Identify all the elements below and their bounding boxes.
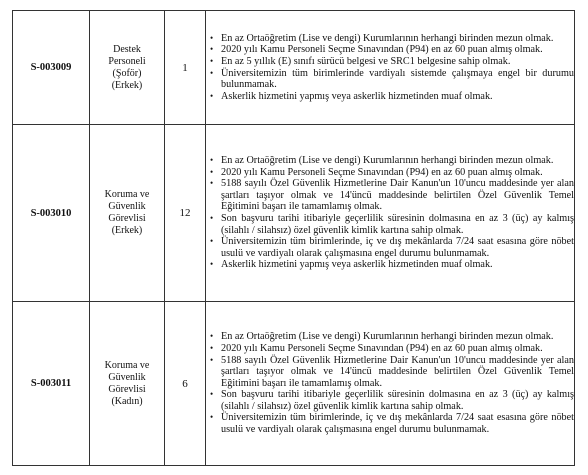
requirement-item (206, 355, 574, 390)
requirement-item (206, 56, 574, 68)
requirement-item (206, 178, 574, 213)
requirement-text: Son başvuru tarihi itibariyle geçerlilik süresinin dolmasına en az 3 (üç) ay kalmış (silahlı / silahsız) özel güvenlik kimlik kartına sahip olmak. (221, 389, 574, 412)
bullet-icon: • (210, 259, 214, 270)
requirement-item (206, 412, 574, 435)
table-row (13, 11, 575, 125)
requirement-item (206, 343, 574, 355)
position-title-line: Görevlisi (108, 383, 146, 395)
requirement-text: En az Ortaöğretim (Lise ve dengi) Kurumlarının herhangi birinden mezun olmak. (221, 331, 554, 343)
requirement-text: Son başvuru tarihi itibariyle geçerlilik süresinin dolmasına en az 3 (üç) ay kalmış (silahlı / silahsız) özel güvenlik kimlik kartına sahip olmak. (221, 213, 574, 236)
requirement-item (206, 167, 574, 179)
requirement-item (206, 259, 574, 271)
requirement-text: 5188 sayılı Özel Güvenlik Hizmetlerine Dair Kanun'un 10'uncu maddesinde yer alan şartları taşıyor olmak ve 14'üncü maddesinde belirtilen Özel Güvenlik Temel Eğitimini başarı ile tamamlamış olmak. (221, 354, 574, 389)
requirement-item (206, 236, 574, 259)
requirement-text: En az Ortaöğretim (Lise ve dengi) Kurumlarının herhangi birinden mezun olmak. (221, 32, 554, 44)
bullet-icon: • (210, 44, 214, 55)
bullet-icon: • (210, 90, 214, 101)
requirement-item (206, 68, 574, 91)
table-row (13, 125, 575, 302)
requirement-item (206, 44, 574, 56)
position-title-line: (Kadın) (111, 395, 143, 407)
position-count: 1 (165, 11, 206, 125)
requirements-list (206, 33, 574, 103)
bullet-icon: • (210, 213, 214, 223)
position-title (90, 125, 165, 302)
bullet-icon: • (210, 178, 214, 189)
requirements-cell (206, 11, 575, 125)
requirement-text: 2020 yılı Kamu Personeli Seçme Sınavından (P94) en az 60 puan almış olmak. (221, 342, 543, 354)
bullet-icon: • (210, 32, 214, 43)
position-title-line: (Erkek) (111, 225, 143, 236)
position-title (90, 302, 165, 466)
requirement-text: En az 5 yıllık (E) sınıfı sürücü belgesi ve SRC1 belgesine sahip olmak. (221, 55, 511, 67)
requirement-text: Üniversitemizin tüm birimlerinde, iç ve dış mekânlarda 7/24 saat esasına göre nöbet usulü ve vardiyalı olarak çalışmasına engel durumu bulunmamak. (221, 412, 574, 436)
position-count: 6 (165, 302, 206, 466)
bullet-icon: • (210, 342, 214, 353)
position-title-line: Güvenlik (108, 371, 146, 383)
position-title-line: (Erkek) (111, 79, 143, 91)
position-title-line: Koruma ve (104, 359, 150, 371)
requirements-cell (206, 302, 575, 466)
requirement-text: 2020 yılı Kamu Personeli Seçme Sınavından (P94) en az 60 puan almış olmak. (221, 166, 543, 178)
position-code: S-003009 (13, 11, 90, 125)
requirements-cell (206, 125, 575, 302)
table-row (13, 302, 575, 466)
requirement-item (206, 33, 574, 45)
position-count: 12 (165, 125, 206, 302)
bullet-icon: • (210, 55, 214, 66)
requirement-item (206, 389, 574, 412)
requirement-text: En az Ortaöğretim (Lise ve dengi) Kurumlarının herhangi birinden mezun olmak. (221, 155, 554, 167)
bullet-icon: • (210, 166, 214, 177)
bullet-icon: • (210, 354, 214, 365)
bullet-icon: • (210, 389, 214, 400)
position-title-line: Koruma ve (104, 189, 150, 200)
bullet-icon: • (210, 412, 214, 423)
position-title-line: Görevlisi (108, 213, 146, 224)
position-code: S-003010 (13, 125, 90, 302)
requirement-text: 5188 sayılı Özel Güvenlik Hizmetlerine Dair Kanun'un 10'uncu maddesinde yer alan şartları taşıyor olmak ve 14'üncü maddesinde belirtilen Özel Güvenlik Temel Eğitimini başarı ile tamamlamış olmak. (221, 178, 574, 213)
bullet-icon: • (210, 236, 214, 247)
positions-table-body (13, 11, 575, 466)
positions-table (12, 10, 575, 466)
requirement-item (206, 91, 574, 103)
bullet-icon: • (210, 331, 214, 342)
requirement-item (206, 331, 574, 343)
requirement-text: Üniversitemizin tüm birimlerinde, iç ve dış mekânlarda 7/24 saat esasına göre nöbet usulü ve vardiyalı olarak çalışmasına engel durumu bulunmamak. (221, 236, 574, 259)
bullet-icon: • (210, 155, 214, 166)
requirement-item (206, 155, 574, 167)
requirement-text: Üniversitemizin tüm birimlerinde vardiyalı sistemde çalışmaya engel bir durumu bulunmamak. (221, 67, 574, 91)
position-title-line: Güvenlik (108, 201, 146, 212)
bullet-icon: • (210, 67, 214, 78)
requirement-text: Askerlik hizmetini yapmış veya askerlik hizmetinden muaf olmak. (221, 90, 493, 102)
requirements-list (206, 331, 574, 435)
position-title-line: Personeli (108, 55, 146, 67)
requirements-list (206, 155, 574, 271)
position-code: S-003011 (13, 302, 90, 466)
position-title (90, 11, 165, 125)
document-page (12, 10, 575, 466)
requirement-text: 2020 yılı Kamu Personeli Seçme Sınavından (P94) en az 60 puan almış olmak. (221, 44, 543, 56)
requirement-text: Askerlik hizmetini yapmış veya askerlik hizmetinden muaf olmak. (221, 259, 493, 271)
position-title-line: (Şoför) (112, 67, 142, 79)
position-title-line: Destek (113, 43, 141, 55)
requirement-item (206, 213, 574, 236)
